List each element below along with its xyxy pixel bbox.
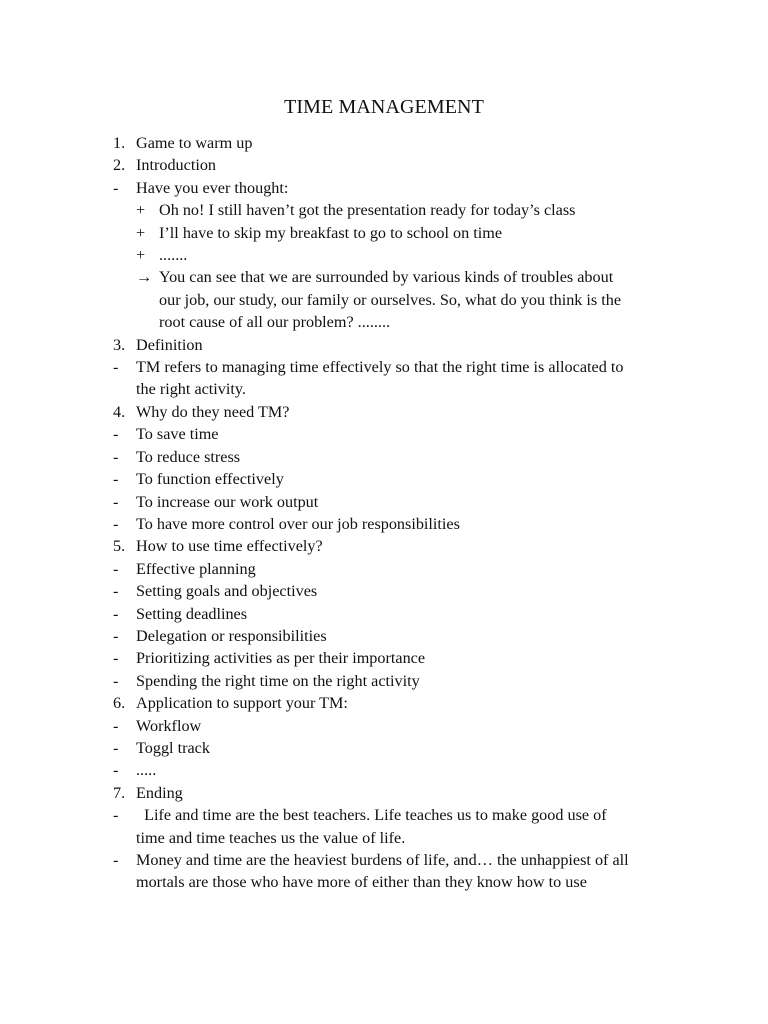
line-text: Ending bbox=[136, 783, 183, 802]
line-text: Game to warm up bbox=[136, 134, 253, 152]
document-line bbox=[0, 154, 768, 176]
list-marker: - bbox=[113, 425, 119, 444]
list-marker: + bbox=[136, 246, 146, 265]
document-title: TIME MANAGEMENT bbox=[284, 96, 484, 118]
line-text: Setting deadlines bbox=[136, 604, 248, 623]
line-text: time and time teaches us the value of life. bbox=[136, 828, 406, 847]
list-marker: - bbox=[113, 178, 119, 197]
line-text: To have more control over our job responsibilities bbox=[136, 514, 460, 533]
line-text: Have you ever thought: bbox=[136, 178, 289, 197]
line-text: I’ll have to skip my breakfast to go to school on time bbox=[159, 223, 503, 242]
document-line bbox=[0, 737, 768, 759]
list-marker: - bbox=[113, 671, 119, 690]
document-line bbox=[0, 423, 768, 445]
document-line bbox=[0, 468, 768, 490]
line-text: To function effectively bbox=[136, 470, 284, 489]
document-line bbox=[0, 558, 768, 580]
line-text: Toggl track bbox=[136, 738, 210, 757]
document-line bbox=[0, 401, 768, 423]
list-marker: 3. bbox=[113, 335, 126, 354]
document-line bbox=[0, 334, 768, 356]
list-marker: - bbox=[113, 649, 119, 668]
document-line bbox=[0, 356, 768, 378]
line-text: Oh no! I still haven’t got the presentation ready for today’s class bbox=[159, 201, 576, 220]
line-text: ..... bbox=[136, 761, 157, 780]
line-text: root cause of all our problem? ........ bbox=[159, 313, 391, 332]
document-line bbox=[0, 289, 768, 311]
list-marker: 7. bbox=[113, 783, 126, 802]
list-marker: - bbox=[113, 626, 119, 645]
line-text: our job, our study, our family or ourselves. So, what do you think is the bbox=[159, 290, 622, 309]
list-marker: - bbox=[113, 806, 119, 825]
document-line bbox=[0, 715, 768, 737]
line-text: You can see that we are surrounded by various kinds of troubles about bbox=[159, 268, 614, 287]
list-marker: + bbox=[136, 223, 146, 242]
document-line bbox=[0, 199, 768, 221]
line-text: Delegation or responsibilities bbox=[136, 626, 327, 645]
line-text: mortals are those who have more of either than they know how to use bbox=[136, 873, 587, 892]
document-line bbox=[0, 692, 768, 714]
list-marker: - bbox=[113, 447, 119, 466]
list-marker: 2. bbox=[113, 156, 126, 175]
document-line bbox=[0, 827, 768, 849]
document-line bbox=[0, 759, 768, 781]
document-line bbox=[0, 491, 768, 513]
list-marker: - bbox=[113, 716, 119, 735]
list-marker: 6. bbox=[113, 694, 126, 713]
list-marker: 4. bbox=[113, 402, 126, 421]
line-text: How to use time effectively? bbox=[136, 537, 323, 556]
document-line bbox=[0, 132, 768, 154]
document-line bbox=[0, 670, 768, 692]
document-line bbox=[0, 177, 768, 199]
document-line bbox=[0, 603, 768, 625]
line-text: Spending the right time on the right activity bbox=[136, 671, 420, 690]
list-marker: - bbox=[113, 559, 119, 578]
document-line bbox=[0, 311, 768, 333]
list-marker: → bbox=[136, 268, 153, 287]
line-text: Prioritizing activities as per their importance bbox=[136, 649, 426, 668]
document-line bbox=[0, 804, 768, 826]
line-text: ....... bbox=[159, 246, 188, 265]
document-line bbox=[0, 871, 768, 893]
line-text: Effective planning bbox=[136, 559, 256, 578]
list-marker: - bbox=[113, 738, 119, 757]
list-marker: - bbox=[113, 470, 119, 489]
document-line bbox=[0, 378, 768, 400]
document-line bbox=[0, 266, 768, 288]
document-line bbox=[0, 513, 768, 535]
line-text: the right activity. bbox=[136, 380, 246, 399]
line-text: Definition bbox=[136, 335, 203, 354]
list-marker: - bbox=[113, 358, 119, 377]
list-marker: + bbox=[136, 201, 146, 220]
line-text: To increase our work output bbox=[136, 492, 319, 511]
document-line bbox=[0, 625, 768, 647]
document-line bbox=[0, 244, 768, 266]
list-marker: - bbox=[113, 582, 119, 601]
line-text: Workflow bbox=[136, 716, 202, 735]
document-line bbox=[0, 782, 768, 804]
document-line bbox=[0, 222, 768, 244]
list-marker: - bbox=[113, 492, 119, 511]
document-line bbox=[0, 535, 768, 557]
document-line bbox=[0, 580, 768, 602]
document-body bbox=[0, 132, 768, 894]
line-text: Introduction bbox=[136, 156, 217, 175]
line-text: Money and time are the heaviest burdens of life, and… the unhappiest of all bbox=[136, 851, 629, 869]
line-text: To reduce stress bbox=[136, 447, 241, 466]
line-text: Application to support your TM: bbox=[136, 694, 348, 713]
line-text: Life and time are the best teachers. Life teaches us to make good use of bbox=[136, 806, 607, 825]
document-line bbox=[0, 849, 768, 871]
list-marker: - bbox=[113, 851, 119, 869]
list-marker: - bbox=[113, 604, 119, 623]
line-text: Setting goals and objectives bbox=[136, 582, 318, 601]
list-marker: - bbox=[113, 761, 119, 780]
list-marker: 5. bbox=[113, 537, 126, 556]
line-text: To save time bbox=[136, 425, 219, 444]
line-text: Why do they need TM? bbox=[136, 402, 290, 421]
document-line bbox=[0, 446, 768, 468]
document-line bbox=[0, 647, 768, 669]
list-marker: - bbox=[113, 514, 119, 533]
line-text: TM refers to managing time effectively so that the right time is allocated to bbox=[136, 358, 624, 377]
list-marker: 1. bbox=[113, 134, 126, 152]
